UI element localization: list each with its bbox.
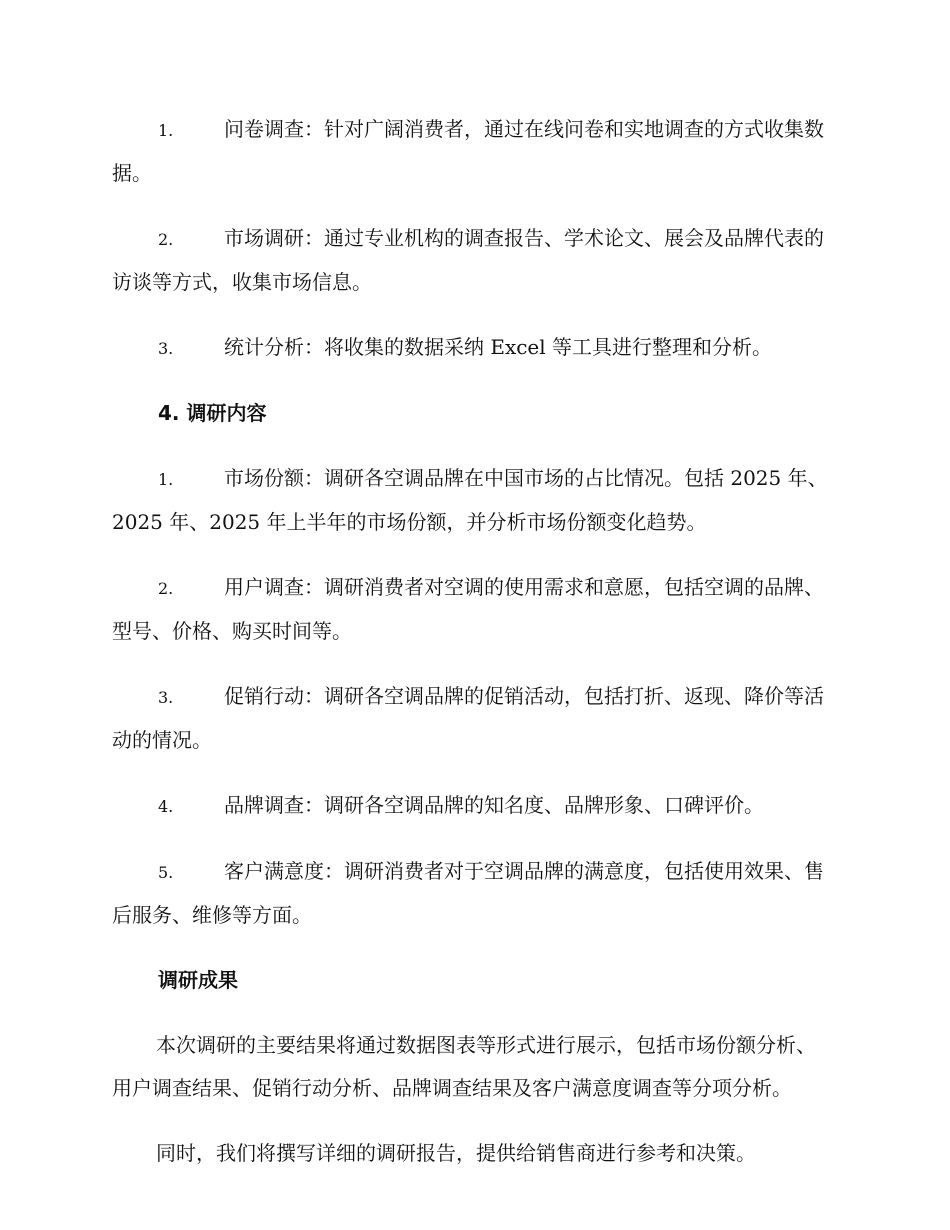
list-item	[112, 850, 834, 937]
section-heading-content: 4. 调研内容	[158, 401, 267, 425]
results-paragraph: 同时，我们将撰写详细的调研报告，提供给销售商进行参考和决策。	[156, 1141, 756, 1165]
section-heading-results: 调研成果	[158, 968, 238, 992]
list-item	[112, 217, 834, 304]
list-number: 2.	[158, 230, 174, 249]
list-number: 4.	[158, 797, 174, 816]
list-item	[112, 675, 834, 762]
list-number: 1.	[158, 470, 174, 489]
list-text: 问卷调查：针对广阔消费者，通过在线问卷和实地调查的方式收集数据。	[112, 117, 824, 185]
list-number: 5.	[158, 863, 174, 882]
list-text: 统计分析：将收集的数据采纳 Excel 等工具进行整理和分析。	[224, 335, 773, 359]
list-text: 促销行动：调研各空调品牌的促销活动，包括打折、返现、降价等活动的情况。	[112, 684, 824, 752]
results-paragraph: 本次调研的主要结果将通过数据图表等形式进行展示，包括市场份额分析、用户调查结果、促销行动分析、品牌调查结果及客户满意度调查等分项分析。	[112, 1033, 816, 1100]
list-item	[112, 784, 834, 828]
list-text: 市场调研：通过专业机构的调查报告、学术论文、展会及品牌代表的访谈等方式，收集市场信息。	[112, 226, 824, 294]
list-text: 用户调查：调研消费者对空调的使用需求和意愿，包括空调的品牌、型号、价格、购买时间等。	[112, 575, 824, 643]
list-number: 3.	[158, 339, 174, 358]
list-number: 3.	[158, 688, 174, 707]
list-text: 品牌调查：调研各空调品牌的知名度、品牌形象、口碑评价。	[224, 793, 764, 817]
list-item	[112, 326, 834, 370]
document-page	[112, 108, 834, 1197]
list-text: 客户满意度：调研消费者对于空调品牌的满意度，包括使用效果、售后服务、维修等方面。	[112, 859, 824, 927]
list-text: 市场份额：调研各空调品牌在中国市场的占比情况。包括 2025 年、2025 年、2025 年上半年的市场份额，并分析市场份额变化趋势。	[112, 466, 828, 534]
list-item	[112, 566, 834, 653]
list-number: 1.	[158, 121, 174, 140]
list-item	[112, 108, 834, 195]
list-number: 2.	[158, 579, 174, 598]
list-item	[112, 457, 834, 544]
